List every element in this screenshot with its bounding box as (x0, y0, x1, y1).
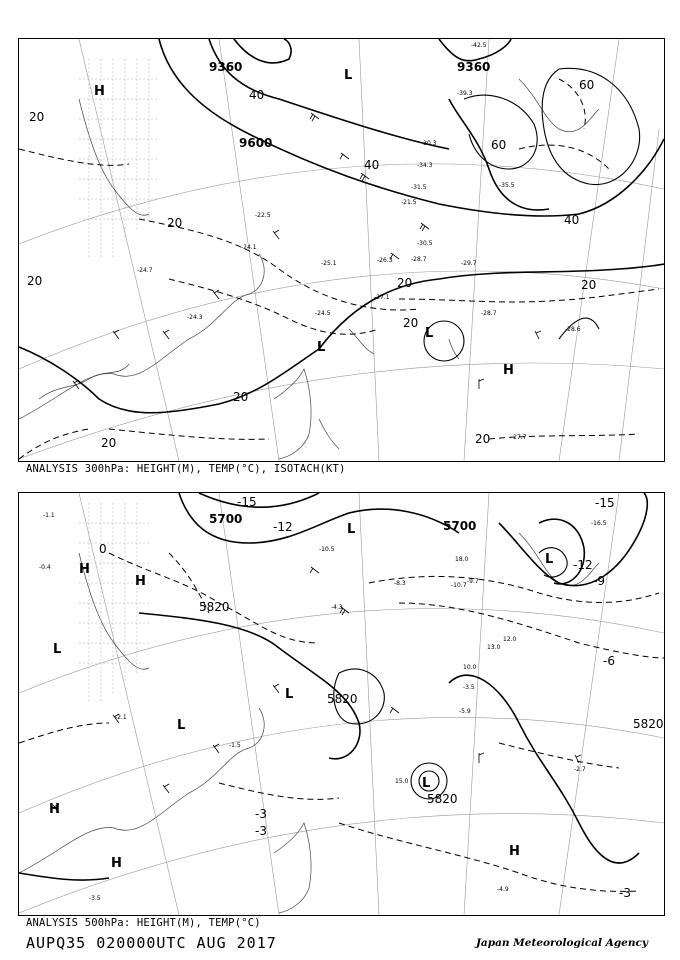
temp-label: -16.5 (591, 520, 607, 527)
temp-label: -35.5 (499, 182, 515, 189)
height-label-9360-west: 9360 (209, 60, 243, 74)
low-pressure-center: L (177, 718, 186, 733)
temp-label: -26.3 (377, 257, 393, 264)
coastlines (19, 79, 599, 459)
temp-label: -24.5 (315, 310, 331, 317)
low-pressure-center: L (53, 642, 62, 657)
isotach-label: 20 (581, 278, 597, 292)
chart-500hpa-map (19, 493, 664, 915)
temp-label: -27.7 (511, 434, 527, 441)
low-pressure-center: L (425, 326, 434, 341)
isotherm-label: 0 (99, 542, 107, 556)
temp-label: -25.1 (321, 260, 337, 267)
high-pressure-center: H (135, 574, 146, 589)
height-label-9600: 9600 (239, 136, 273, 150)
isotherm-label: -15 (237, 495, 257, 509)
isotach-label: 20 (475, 432, 491, 446)
graticule (19, 39, 664, 461)
isotach-label: 20 (101, 436, 117, 450)
isotherm-label: -15 (595, 496, 615, 510)
temp-label: -4.3 (331, 604, 343, 611)
agency-name: Japan Meteorological Agency (475, 937, 648, 949)
height-label-5820: 5820 (327, 692, 358, 706)
temp-label: -28.7 (411, 256, 427, 263)
temp-label: 10.0 (463, 664, 477, 671)
isotach-label: 40 (249, 88, 265, 102)
chart-300hpa-map (19, 39, 664, 461)
temp-label: -22.5 (255, 212, 271, 219)
low-pressure-center: L (422, 776, 431, 791)
temp-label: -1.5 (229, 742, 241, 749)
low-pressure-center: L (347, 522, 356, 537)
isotach-label: 20 (167, 216, 183, 230)
low-pressure-center: L (545, 552, 554, 567)
temp-label: -8.3 (394, 580, 406, 587)
height-label-9360-east: 9360 (457, 60, 491, 74)
temp-label: -3.5 (89, 895, 101, 902)
isotherm-label: -3 (255, 824, 267, 838)
temp-label: -28.7 (481, 310, 497, 317)
high-pressure-center: H (49, 802, 60, 817)
temp-label: -10.5 (319, 546, 335, 553)
wind-barbs (53, 567, 581, 813)
temp-label: -2.7 (574, 766, 586, 773)
chart-500hpa (18, 492, 665, 916)
isotherm-label: -12 (573, 558, 593, 572)
height-label-5700-east: 5700 (443, 519, 477, 533)
temp-label: -10.7 (451, 582, 467, 589)
temp-label: 15.0 (395, 778, 409, 785)
temp-label: -42.5 (471, 42, 487, 49)
temp-label: -1.1 (43, 512, 55, 519)
height-label-5820: 5820 (427, 792, 458, 806)
high-pressure-center: H (79, 562, 90, 577)
temp-label: -28.6 (565, 326, 581, 333)
low-pressure-center: L (285, 687, 294, 702)
temp-label: -24.3 (187, 314, 203, 321)
isotach-label: 40 (364, 158, 380, 172)
terrain-hatch (79, 503, 149, 703)
isotach-label: 40 (564, 213, 580, 227)
temp-label: -30.3 (421, 140, 437, 147)
isotach-label: 20 (397, 276, 413, 290)
temp-label: -4.9 (497, 886, 509, 893)
isotach-label: 60 (491, 138, 507, 152)
temp-label: 13.0 (487, 644, 501, 651)
temp-label: -2.1 (115, 714, 127, 721)
isotach-label: 60 (579, 78, 595, 92)
temp-label: 18.0 (455, 556, 469, 563)
height-label-5820: 5820 (633, 717, 664, 731)
chart-300hpa (18, 38, 665, 462)
caption-500hpa: ANALYSIS 500hPa: HEIGHT(M), TEMP(°C) (26, 917, 261, 929)
isotherm-label: -9 (593, 574, 605, 588)
height-label-5820: 5820 (199, 600, 230, 614)
isotherm-label: -3 (619, 886, 631, 900)
high-pressure-center: H (509, 844, 520, 859)
temp-label: -27.1 (374, 294, 390, 301)
height-label-5700-west: 5700 (209, 512, 243, 526)
temp-label: -34.3 (417, 162, 433, 169)
bulletin-code: AUPQ35 020000UTC AUG 2017 (26, 934, 277, 952)
isotherm-label: -6 (603, 654, 615, 668)
temp-label: -9.7 (467, 578, 479, 585)
isotach-label: 20 (27, 274, 43, 288)
temp-label: 12.0 (503, 636, 517, 643)
high-pressure-center: H (94, 84, 105, 99)
isotach-label: 20 (233, 390, 249, 404)
temp-label: -3.5 (463, 684, 475, 691)
temp-label: -0.4 (39, 564, 51, 571)
isotherm-label: -3 (255, 807, 267, 821)
temp-label: -21.5 (401, 199, 417, 206)
temp-label: -31.5 (411, 184, 427, 191)
isotherm-label: -12 (273, 520, 293, 534)
isotach-contours (19, 79, 659, 459)
temp-label: -29.7 (461, 260, 477, 267)
high-pressure-center: H (111, 856, 122, 871)
caption-300hpa: ANALYSIS 300hPa: HEIGHT(M), TEMP(°C), ISOTACH(KT) (26, 463, 346, 475)
temp-label: -5.9 (459, 708, 471, 715)
temp-label: -30.5 (417, 240, 433, 247)
temp-label: -24.1 (241, 244, 257, 251)
low-pressure-center: L (344, 68, 353, 83)
low-pressure-center: L (317, 340, 326, 355)
temp-label: -39.3 (457, 90, 473, 97)
temp-label: -24.7 (137, 267, 153, 274)
isotach-label: 20 (29, 110, 45, 124)
isotach-label: 20 (403, 316, 419, 330)
high-pressure-center: H (503, 363, 514, 378)
